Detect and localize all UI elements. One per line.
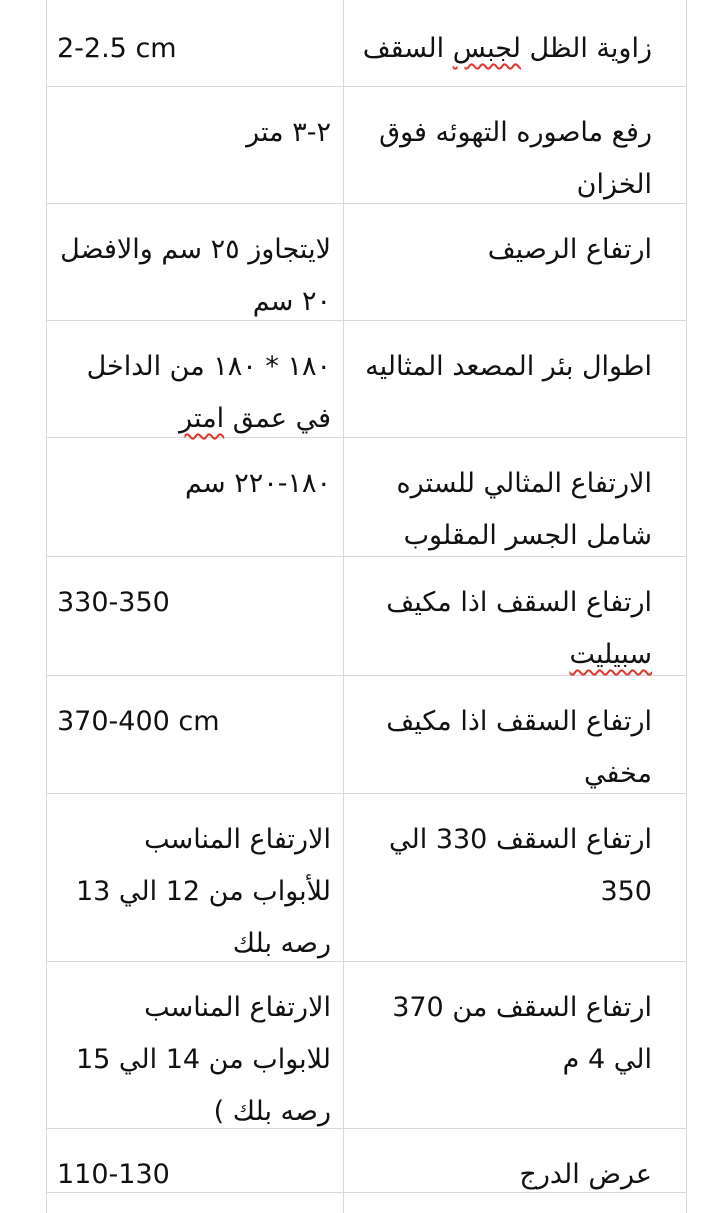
value-cell: الارتفاع المناسب للأبواب من 12 الي 13 رصه بلك [47,794,344,961]
value-cell: ٢-٣ متر [47,87,344,203]
label-cell [344,0,687,86]
value-cell [47,1193,344,1213]
value-cell: الارتفاع المناسب للابواب من 14 الي 15 رصه بلك ) [47,962,344,1128]
value-cell [47,321,344,437]
table-row [47,962,687,1129]
label-cell: ارتفاع السقف اذا مكيف مخفي [344,676,687,793]
value-cell: 370-400 cm [47,676,344,793]
label-text: زاوية الظل [520,33,652,64]
table-row [47,0,687,87]
label-cell: ارتفاع السقف 330 الي 350 [344,794,687,961]
table-row [47,87,687,204]
measurements-table [46,0,687,1213]
table-row [47,1129,687,1193]
value-cell: ١٨٠-٢٢٠ سم [47,438,344,556]
label-cell: الارتفاع المثالي للستره شامل الجسر المقلوب [344,438,687,556]
label-cell: اطوال بئر المصعد المثاليه [344,321,687,437]
value-cell: 2-2.5 cm [47,0,344,86]
value-cell: لايتجاوز ٢٥ سم والافضل ٢٠ سم [47,204,344,320]
label-text-end: السقف [362,33,453,64]
label-cell [344,557,687,675]
label-cell: عرض الدرج [344,1129,687,1192]
value-text: ١٨٠ * ١٨٠ من الداخل في عمق [86,351,331,434]
table-row [47,204,687,321]
label-cell: ارتفاع الرصيف [344,204,687,320]
value-cell: 110-130 [47,1129,344,1192]
value-cell: 330-350 [47,557,344,675]
table-row [47,321,687,438]
label-cell [344,1193,687,1213]
misspelled-word[interactable]: سبيليت [569,639,652,670]
label-cell: ارتفاع السقف من 370 الي 4 م [344,962,687,1128]
table-row [47,676,687,794]
table-row [47,1193,687,1213]
table-row [47,438,687,557]
misspelled-word[interactable]: لجبس [452,33,521,64]
table-row [47,794,687,962]
table-row [47,557,687,676]
misspelled-word[interactable]: امتر [179,403,225,434]
label-cell: رفع ماصوره التهوئه فوق الخزان [344,87,687,203]
label-text: ارتفاع السقف اذا مكيف [386,587,652,618]
